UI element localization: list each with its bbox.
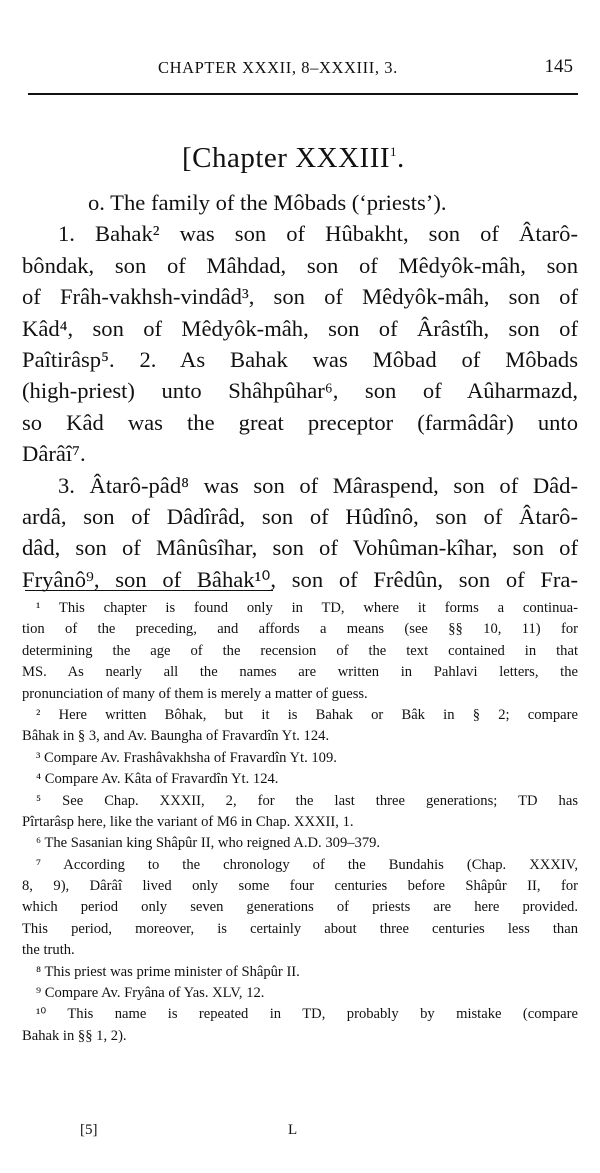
footnote-line: MS. As nearly all the names are written in Pahlavi letters, the [22, 664, 578, 681]
footnote-line: ⁷ According to the chronology of the Bundahis (Chap. XXXIV, [36, 856, 578, 873]
body-line: Fryânô⁹, son of Bâhak¹⁰, son of Frêdûn, son of Fra- [22, 566, 578, 592]
footnote-line: which period only seven generations of priests are here provided. [22, 899, 578, 916]
chapter-heading-text: [Chapter XXXIII [182, 142, 391, 174]
footnote-line: tion of the preceding, and affords a means (see §§ 10, 11) for [22, 621, 578, 638]
body-line: o. The family of the Môbads (‘priests’). [88, 190, 447, 215]
footnote-line: Bahak in §§ 1, 2). [22, 1027, 127, 1044]
footnote-line: ⁵ See Chap. XXXII, 2, for the last three generations; TD has [36, 792, 578, 809]
header-rule [28, 93, 578, 95]
signature-number: [5] [80, 1122, 98, 1138]
body-text [22, 187, 578, 595]
footnote-line: ¹ This chapter is found only in TD, where it forms a continua- [36, 600, 578, 616]
chapter-heading [182, 142, 405, 175]
body-line: so Kâd was the great preceptor (farmâdâr) unto [22, 409, 578, 435]
footnote-line: pronunciation of many of them is merely a matter of guess. [22, 685, 368, 702]
running-header [30, 52, 575, 82]
signature-letter: L [288, 1122, 298, 1138]
footnote-line: 8, 9), Dârâî lived only some four centuries before Shâpûr II, for [22, 878, 578, 895]
footnotes [22, 598, 578, 1047]
footnote-line: the truth. [22, 942, 75, 959]
footnote-line: ³ Compare Av. Frashâvakhsha of Fravardîn Yt. 109. [36, 749, 337, 766]
body-line: (high-priest) unto Shâhpûhar⁶, son of Aûharmazd, [22, 378, 578, 404]
footnote-line: ² Here written Bôhak, but it is Bahak or Bâk in § 2; compare [36, 706, 578, 723]
chapter-heading-suffix: . [397, 142, 405, 174]
footnote-line: ¹⁰ This name is repeated in TD, probably by mistake (compare [36, 1006, 578, 1023]
footnote-rule [25, 590, 273, 591]
body-line: Dârâî⁷. [22, 441, 86, 467]
footnote-line: This period, moreover, is certainly about three centuries less than [22, 920, 578, 937]
printer-signature [80, 1122, 340, 1146]
chapter-note-ref: 1 [390, 144, 398, 159]
page-number: 145 [544, 56, 573, 77]
footnote-line: ⁶ The Sasanian king Shâpûr II, who reigned A.D. 309–379. [36, 835, 381, 852]
footnote-line: Bâhak in § 3, and Av. Baungha of Fravardîn Yt. 124. [22, 728, 330, 745]
running-title: CHAPTER XXXII, 8–XXXIII, 3. [158, 58, 398, 77]
footnote-line: Pîrtarâsp here, like the variant of M6 in Chap. XXXII, 1. [22, 813, 354, 830]
footnote-line: ⁴ Compare Av. Kâta of Fravardîn Yt. 124. [36, 771, 279, 788]
footnote-line: determining the age of the recension of the text contained in that [22, 642, 578, 659]
body-line: 3. Âtarô-pâd⁸ was son of Mâraspend, son of Dâd- [58, 472, 578, 498]
body-line: 1. Bahak² was son of Hûbakht, son of Âtarô- [58, 221, 578, 247]
body-line: ardâ, son of Dâdîrâd, son of Hûdînô, son of Âtarô- [22, 503, 578, 529]
footnote-line: ⁸ This priest was prime minister of Shâpûr II. [36, 963, 300, 980]
footnote-line: ⁹ Compare Av. Fryâna of Yas. XLV, 12. [36, 985, 265, 1002]
body-line: of Frâh-vakhsh-vindâd³, son of Mêdyôk-mâh, son of [22, 284, 578, 310]
body-line: Paîtirâsp⁵. 2. As Bahak was Môbad of Môbads [22, 346, 578, 372]
body-line: dâd, son of Mânûsîhar, son of Vohûman-kîhar, son of [22, 535, 578, 561]
body-line: bôndak, son of Mâhdad, son of Mêdyôk-mâh, son [22, 252, 578, 278]
body-line: Kâd⁴, son of Mêdyôk-mâh, son of Ârâstîh, son of [22, 315, 578, 341]
